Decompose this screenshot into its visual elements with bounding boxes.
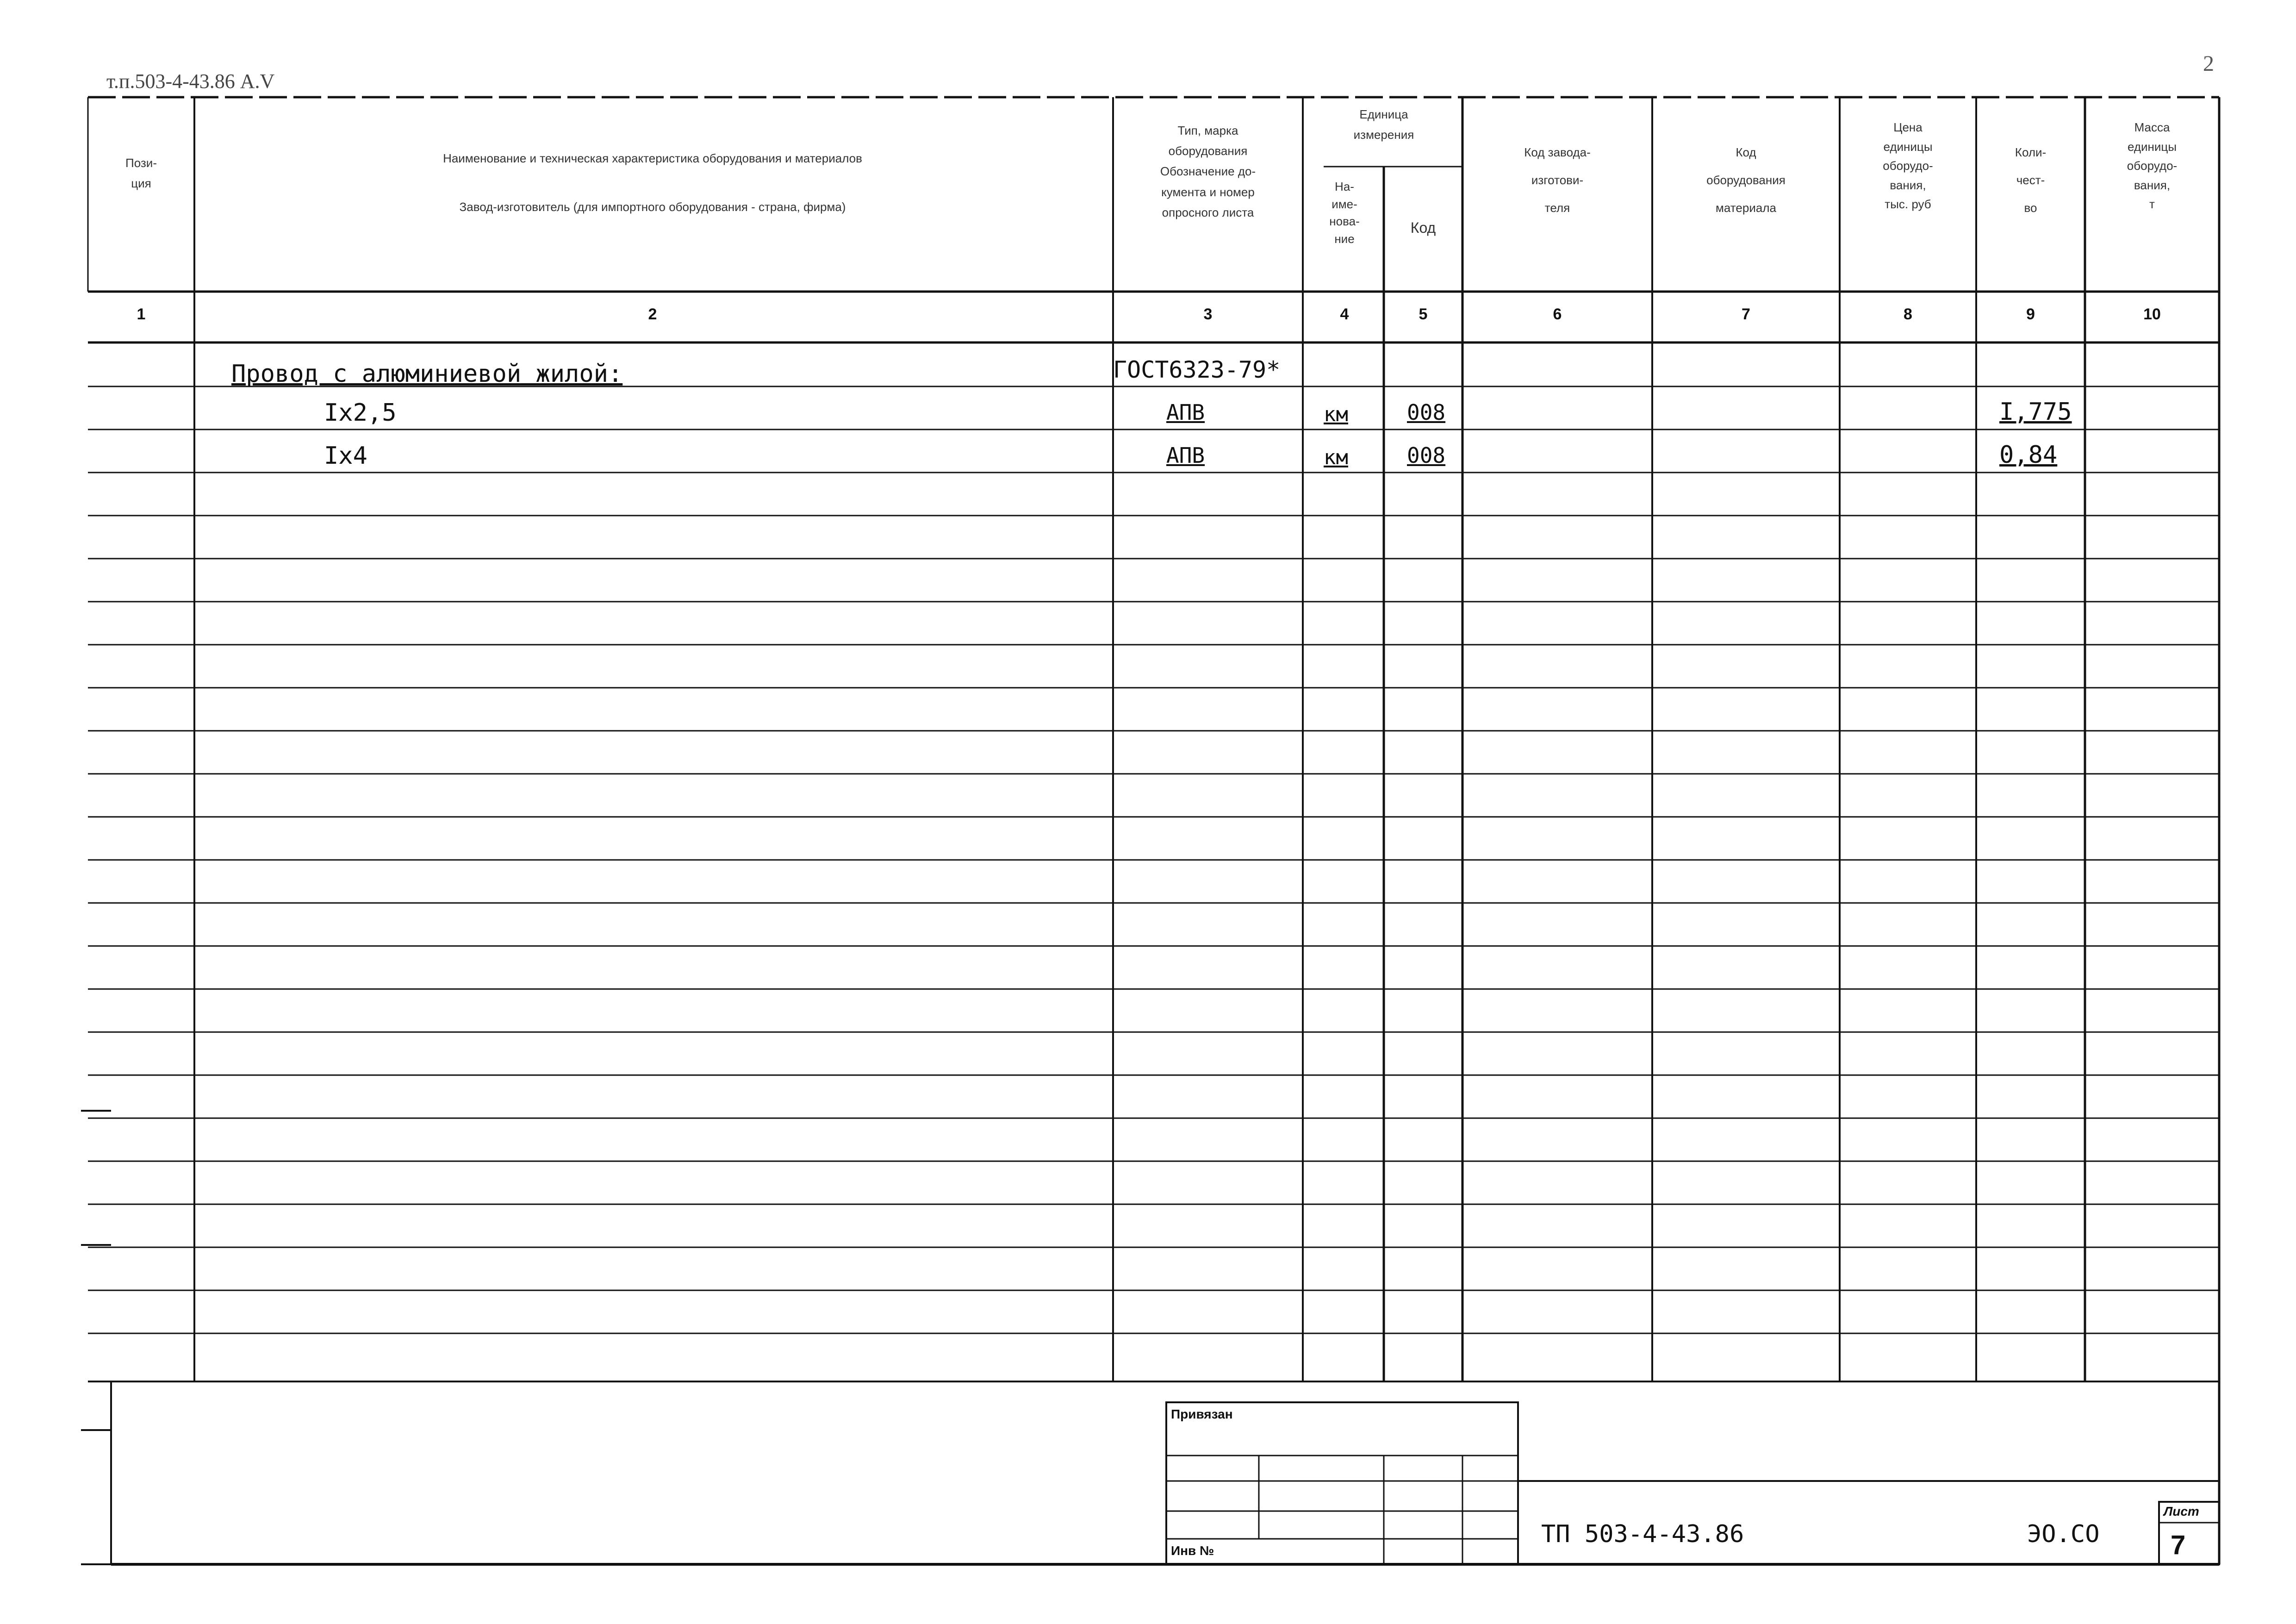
column-number: 8 <box>1904 305 1912 323</box>
header-unit-group: Единица измерения <box>1353 107 1414 142</box>
header-unit-name: На- име- нова- ние <box>1329 180 1360 246</box>
item-code: 008 <box>1407 443 1446 468</box>
item-unit: км <box>1324 446 1348 469</box>
header-unit-code: Код <box>1410 219 1436 236</box>
column-number: 9 <box>2026 305 2035 323</box>
column-number: 7 <box>1742 305 1750 323</box>
item-unit: км <box>1324 403 1348 426</box>
header-type-mark: Тип, марка оборудования Обозначение до- кумента и номер опросного листа <box>1160 124 1256 219</box>
item-type: ГОСТ6323-79* <box>1113 356 1281 383</box>
item-name: Провод с алюминиевой жилой: <box>231 360 623 388</box>
stamp-inventory: Инв № <box>1171 1543 1214 1558</box>
item-type: АПВ <box>1166 400 1205 425</box>
column-number: 6 <box>1553 305 1562 323</box>
column-number: 5 <box>1419 305 1428 323</box>
document-reference: т.п.503-4-43.86 А.V <box>106 70 275 93</box>
header-name-line1: Наименование и техническая характеристика оборудования и материалов <box>443 151 862 165</box>
item-quantity: 0,84 <box>1999 441 2058 469</box>
item-quantity: I,775 <box>1999 398 2072 426</box>
sheet-code: ЭО.СО <box>2027 1520 2100 1548</box>
stamp-privyazan: Привязан <box>1171 1407 1233 1421</box>
sheet-label: Лист <box>2164 1504 2199 1518</box>
column-number: 3 <box>1203 305 1213 323</box>
column-number: 1 <box>137 305 146 323</box>
corner-mark: 2 <box>2203 51 2214 76</box>
header-factory-code: Код завода- изготови- теля <box>1524 145 1591 215</box>
header-price: Цена единицы оборудо- вания, тыс. руб <box>1883 120 1933 212</box>
item-code: 008 <box>1407 400 1446 425</box>
column-number: 10 <box>2143 305 2161 323</box>
header-mass: Масса единицы оборудо- вания, т <box>2127 120 2178 212</box>
sheet-number: 7 <box>2171 1530 2186 1560</box>
document-code: ТП 503-4-43.86 <box>1541 1520 1744 1548</box>
column-number: 2 <box>648 305 657 323</box>
header-quantity: Коли- чест- во <box>2015 145 2047 215</box>
item-name: Iх4 <box>324 442 367 470</box>
item-type: АПВ <box>1166 443 1205 468</box>
header-equipment-code: Код оборудования материала <box>1706 145 1786 215</box>
item-name: Iх2,5 <box>324 399 397 427</box>
header-name-line2: Завод-изготовитель (для импортного оборудования - страна, фирма) <box>459 200 846 214</box>
column-number: 4 <box>1340 305 1349 323</box>
header-position: Пози- ция <box>125 156 157 191</box>
